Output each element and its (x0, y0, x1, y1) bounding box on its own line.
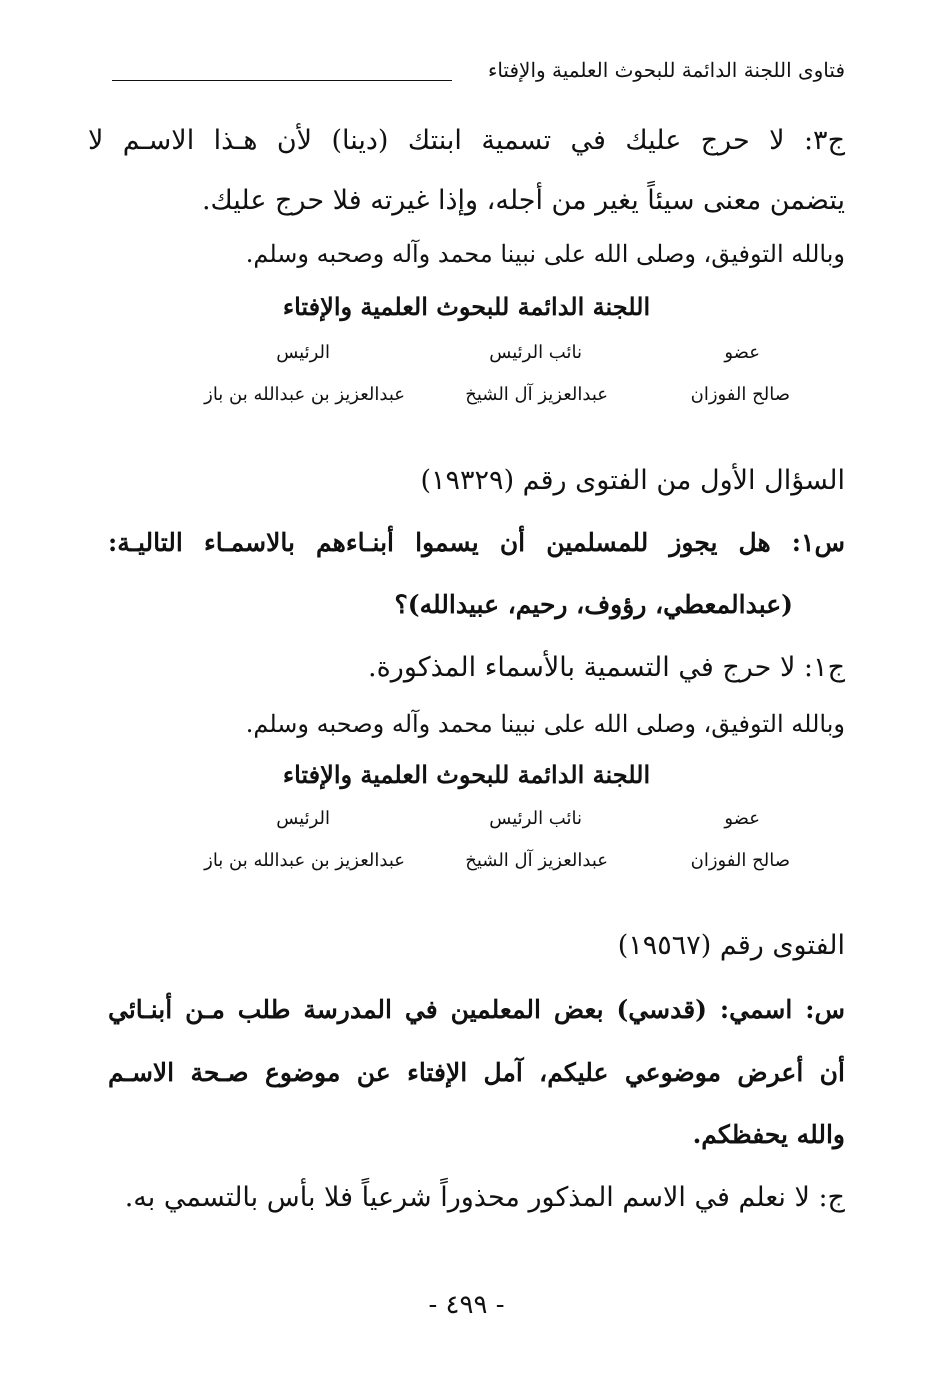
answer-3-line-2: يتضمن معنى سيئاً يغير من أجله، وإذا غيرته فلا حرج عليك. (201, 185, 845, 216)
question-line-3: والله يحفظكم. (692, 1120, 845, 1149)
signatory-roles-1 (140, 342, 800, 372)
name-vice-president: عبدالعزيز آل الشيخ (465, 850, 608, 871)
signatory-names-1 (140, 384, 800, 414)
role-member: عضو (724, 808, 760, 829)
question-1-line-1: س١: هل يجوز للمسلمين أن يسموا أبنـاءهم بالاسمـاء التاليـة: (108, 528, 845, 557)
role-president: الرئيس (276, 808, 330, 829)
name-member: صالح الفوزان (690, 384, 790, 405)
committee-name-2: اللجنة الدائمة للبحوث العلمية والإفتاء (282, 760, 651, 789)
role-vice-president: نائب الرئيس (489, 808, 582, 829)
answer-3-line-1: ج٣: لا حرج عليك في تسمية ابنتك (دينا) لأن هـذا الاسـم لا (88, 125, 845, 156)
name-president: عبدالعزيز بن عبدالله بن باز (204, 850, 405, 871)
answer-final: ج: لا نعلم في الاسم المذكور محذوراً شرعياً فلا بأس بالتسمي به. (124, 1182, 845, 1213)
signatory-roles-2 (140, 808, 800, 838)
page-number: - ٤٩٩ - (428, 1290, 505, 1320)
closing-prayer-1: وبالله التوفيق، وصلى الله على نبينا محمد وآله وصحبه وسلم. (245, 240, 845, 268)
question-1-line-2: (عبدالمعطي، رؤوف، رحيم، عبيدالله)؟ (394, 590, 793, 619)
closing-prayer-2: وبالله التوفيق، وصلى الله على نبينا محمد وآله وصحبه وسلم. (245, 710, 845, 738)
fatwa-19567-heading: الفتوى رقم (١٩٥٦٧) (617, 930, 845, 961)
role-president: الرئيس (276, 342, 330, 363)
name-member: صالح الفوزان (690, 850, 790, 871)
name-vice-president: عبدالعزيز آل الشيخ (465, 384, 608, 405)
signatory-names-2 (140, 850, 800, 880)
header-rule (112, 80, 452, 81)
committee-name-1: اللجنة الدائمة للبحوث العلمية والإفتاء (282, 292, 651, 321)
role-vice-president: نائب الرئيس (489, 342, 582, 363)
answer-1: ج١: لا حرج في التسمية بالأسماء المذكورة. (368, 652, 845, 683)
name-president: عبدالعزيز بن عبدالله بن باز (204, 384, 405, 405)
running-header-title: فتاوى اللجنة الدائمة للبحوث العلمية والإفتاء (487, 58, 845, 82)
question-line-2: أن أعرض موضوعي عليكم، آمل الإفتاء عن موضوع صـحة الاسـم (108, 1058, 845, 1087)
fatwa-19329-heading: السؤال الأول من الفتوى رقم (١٩٣٢٩) (420, 465, 845, 496)
question-line-1: س: اسمي: (قدسي) بعض المعلمين في المدرسة طلب مـن أبنـائي (108, 995, 845, 1024)
role-member: عضو (724, 342, 760, 363)
